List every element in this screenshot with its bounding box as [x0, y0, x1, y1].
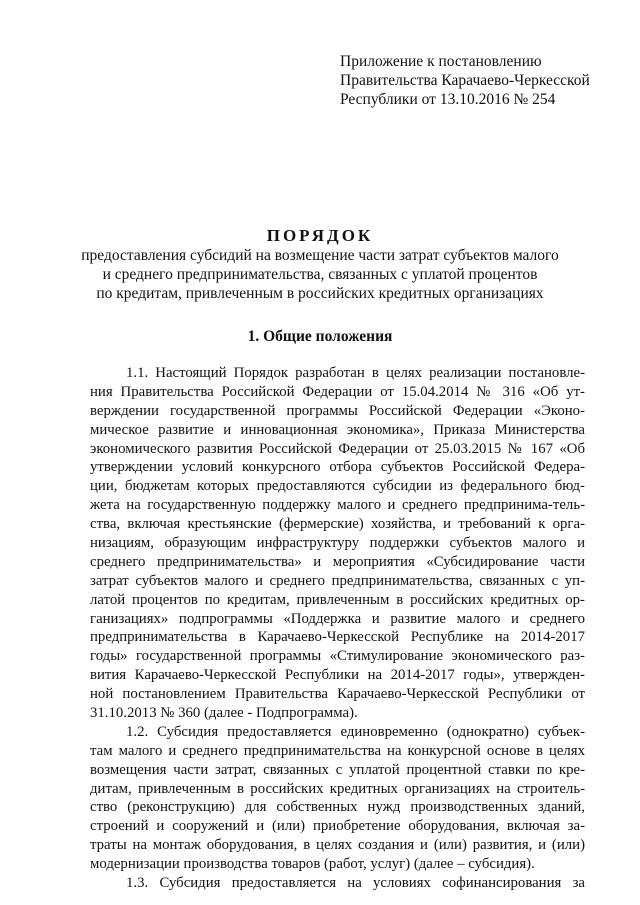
body-line: ганизациях» подпрограммы «Поддержка и развитие малого и среднего	[90, 610, 585, 627]
subtitle-line: предоставления субсидий на возмещение части затрат субъектов малого	[81, 247, 559, 264]
appendix-header	[340, 52, 610, 109]
section-heading: 1. Общие положения	[247, 328, 393, 345]
body-line: ции, бюджетам которых предоставляются субсидии из федерального бюд-	[90, 478, 585, 495]
body-line: 31.10.2013 № 360 (далее - Подпрограмма).	[90, 705, 358, 722]
body-line: жета на государственную поддержку малого и среднего предпринима-тель-	[90, 497, 585, 514]
subtitle-line: по кредитам, привлеченным в российских кредитных организациях	[96, 285, 544, 302]
appendix-line: Приложение к постановлению	[340, 53, 542, 70]
body-line: ства, включая крестьянские (фермерские) хозяйства, и требований к орга-	[90, 516, 585, 533]
body-line: модернизации производства товаров (работ, услуг) (далее – субсидия).	[90, 856, 535, 873]
body-line: 1.3. Субсидия предоставляется на условиях софинансирования за	[126, 875, 585, 892]
body-line: низациям, образующим инфраструктуру поддержки субъектов малого и	[90, 535, 585, 552]
body-line: утверждении условий конкурсного отбора субъектов Российской Федера-	[90, 459, 585, 476]
body-line: затрат субъектов малого и среднего предпринимательства, связанных с уп-	[90, 572, 585, 589]
body-line: дитам, привлеченным в российских кредитных организациях на строитель-	[90, 780, 585, 797]
body-line: ния Правительства Российской Федерации от 15.04.2014 № 316 «Об ут-	[90, 383, 585, 400]
body-line: вития Карачаево-Черкесской Республики на 2014-2017 годы», утвержден-	[90, 667, 585, 684]
body-line: среднего предпринимательства» и мероприятия «Субсидирование части	[90, 553, 585, 570]
document-subtitle	[60, 246, 580, 303]
body-line: мическое развитие и инновационная экономика», Приказа Министерства	[90, 421, 585, 438]
subtitle-line: и среднего предпринимательства, связанных с уплатой процентов	[102, 266, 538, 283]
body-line: верждении государственной программы Российской Федерации «Эконо-	[90, 402, 585, 419]
section-body	[90, 364, 585, 893]
body-line: ной постановлением Правительства Карачаево-Черкесской Республики от	[90, 686, 585, 703]
body-line: латой процентов по кредитам, привлеченным в российских кредитных ор-	[90, 591, 585, 608]
body-line: 1.1. Настоящий Порядок разработан в целях реализации постановле-	[126, 365, 585, 381]
body-line: возмещения части затрат, связанных с уплатой процентной ставки по кре-	[90, 761, 585, 778]
body-line: строений и сооружений и (или) приобретение оборудования, включая за-	[90, 818, 585, 835]
body-line: 1.2. Субсидия предоставляется единовременно (однократно) субъек-	[126, 723, 585, 740]
document-title: ПОРЯДОК	[266, 226, 374, 245]
body-line: траты на монтаж оборудования, в целях создания и (или) развития, и (или)	[90, 837, 585, 854]
appendix-line: Правительства Карачаево-Черкесской	[340, 72, 590, 89]
body-line: годы» государственной программы «Стимулирование экономического раз-	[90, 648, 585, 665]
body-line: экономического развития Российской Федерации от 25.03.2015 № 167 «Об	[90, 440, 585, 457]
body-line: предпринимательства в Карачаево-Черкесской Республике на 2014-2017	[90, 629, 585, 646]
body-line: там малого и среднего предпринимательства на конкурсной основе в целях	[90, 742, 585, 759]
body-line: ство (реконструкцию) для собственных нужд производственных зданий,	[90, 799, 585, 816]
appendix-line: Республики от 13.10.2016 № 254	[340, 91, 556, 108]
